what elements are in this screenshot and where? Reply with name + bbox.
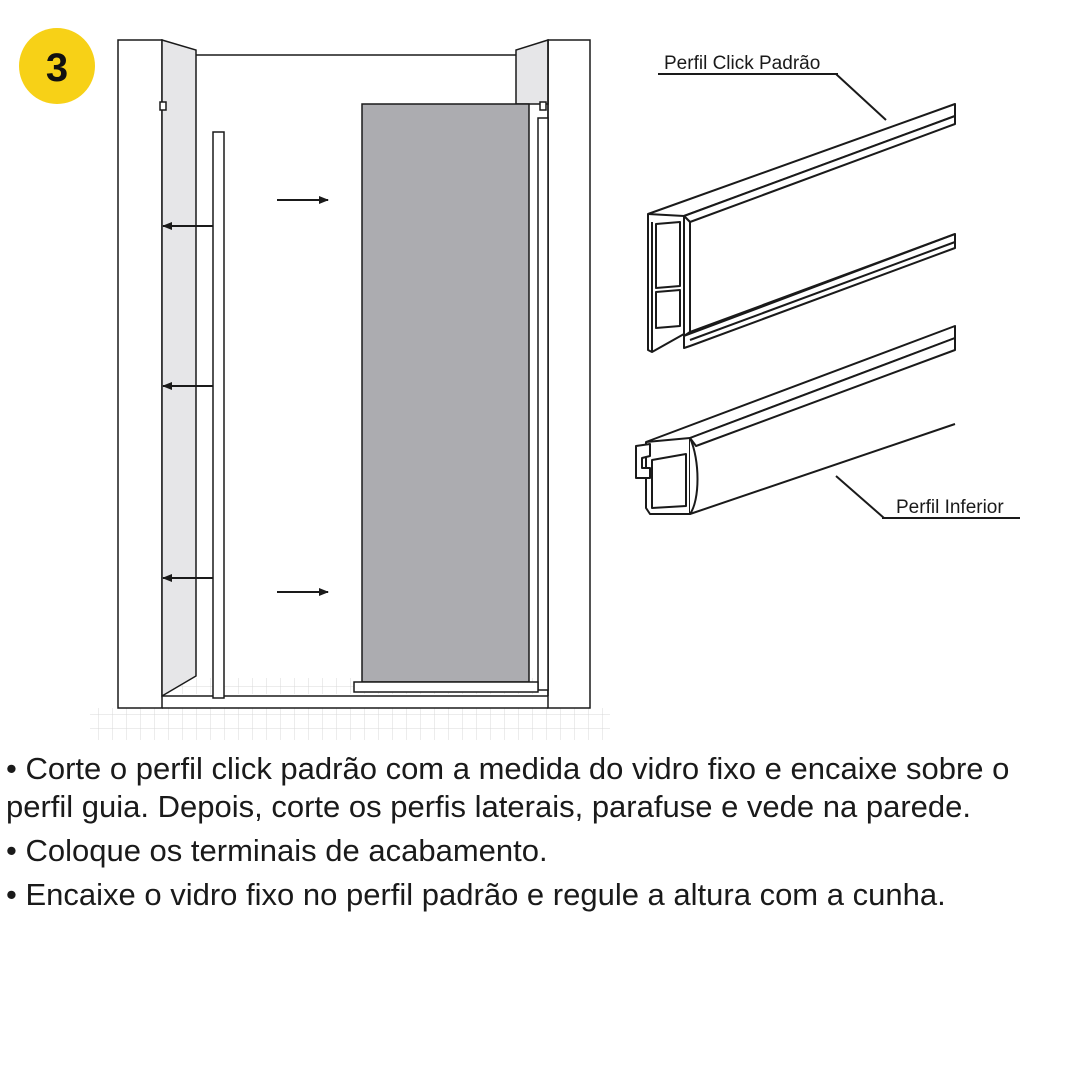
step-badge — [19, 28, 95, 104]
instruction-item: • Corte o perfil click padrão com a medida do vidro fixo e encaixe sobre o perfil guia. Depois, corte os perfis laterais, parafuse e vede na parede. — [6, 750, 1076, 826]
left-hinge — [160, 102, 166, 110]
left-side-profile — [162, 40, 196, 696]
top-profile-label: Perfil Click Padrão — [664, 53, 821, 74]
right-side-profile — [516, 40, 548, 104]
guide-profile — [213, 132, 224, 698]
right-hinge — [540, 102, 546, 110]
shower-enclosure — [90, 40, 610, 740]
bottom-profile-drawing — [636, 326, 955, 514]
bottom-profile-bar — [354, 682, 538, 692]
step-number: 3 — [45, 46, 69, 90]
bottom-profile-pointer — [836, 476, 884, 518]
top-profile-pointer — [836, 74, 886, 120]
left-wall — [118, 40, 162, 708]
right-guide-profile — [538, 118, 548, 690]
instruction-item: • Encaixe o vidro fixo no perfil padrão e regule a altura com a cunha. — [6, 876, 1076, 914]
instruction-list — [6, 750, 1076, 920]
bottom-profile-label: Perfil Inferior — [896, 497, 1004, 518]
top-profile-drawing — [648, 104, 955, 352]
instruction-item: • Coloque os terminais de acabamento. — [6, 832, 1076, 870]
fixed-glass-panel — [362, 104, 529, 682]
tiled-floor — [90, 708, 610, 740]
right-wall — [548, 40, 590, 708]
